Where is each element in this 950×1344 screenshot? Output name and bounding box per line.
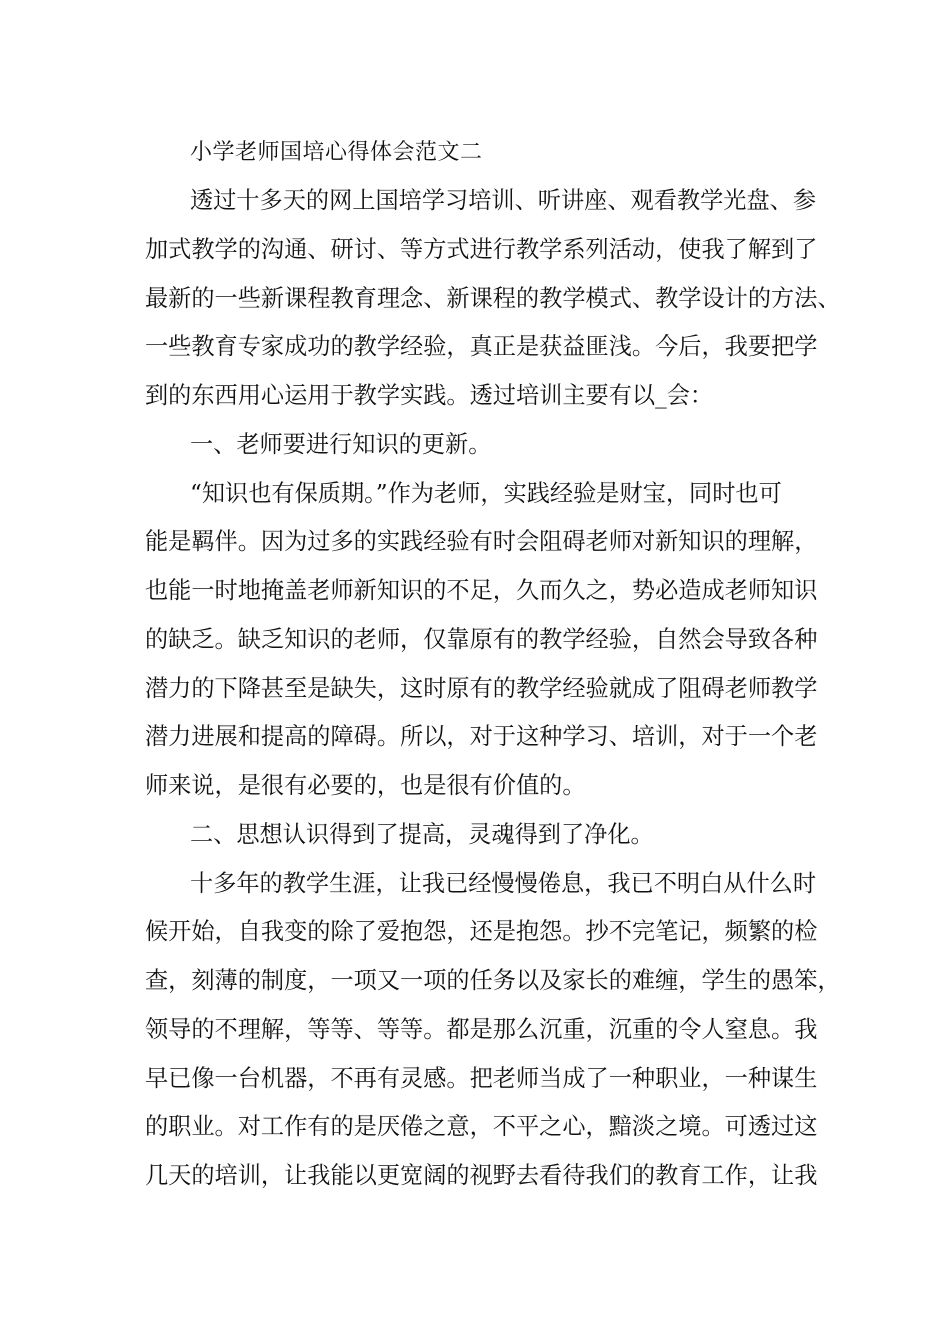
text-line: 一些教育专家成功的教学经验，真正是获益匪浅。今后，我要把学	[145, 333, 818, 361]
text-line: 几天的培训，让我能以更宽阔的视野去看待我们的教育工作，让我	[145, 1162, 818, 1189]
text-line: 的缺乏。缺乏知识的老师，仅靠原有的教学经验，自然会导致各种	[145, 625, 818, 653]
text-line: 一、老师要进行知识的更新。	[190, 430, 492, 458]
text-line: 透过十多天的网上国培学习培训、听讲座、观看教学光盘、参	[190, 187, 817, 214]
text-line: 十多年的教学生涯，让我已经慢慢倦息，我已不明白从什么时	[190, 869, 817, 897]
text-line: 潜力的下降甚至是缺失，这时原有的教学经验就成了阻碍老师教学	[145, 674, 818, 702]
text-line: 到的东西用心运用于教学实践。透过培训主要有以_会：	[145, 382, 714, 409]
text-line: 查，刻薄的制度，一项又一项的任务以及家长的难缠，学生的愚笨，	[145, 967, 841, 994]
text-line: 候开始，自我变的除了爱抱怨，还是抱怨。抄不完笔记，频繁的检	[145, 918, 818, 946]
document-body	[145, 183, 841, 1207]
text-line: “知识也有保质期。”作为老师，实践经验是财宝，同时也可	[190, 479, 782, 507]
text-line: 二、思想认识得到了提高，灵魂得到了净化。	[190, 820, 654, 848]
text-line: 师来说，是很有必要的，也是很有价值的。	[145, 772, 586, 799]
text-line: 最新的一些新课程教育理念、新课程的教学模式、教学设计的方法、	[145, 284, 841, 312]
text-line: 也能一时地掩盖老师新知识的不足，久而久之，势必造成老师知识	[145, 577, 818, 604]
text-line: 的职业。对工作有的是厌倦之意，不平之心，黯淡之境。可透过这	[145, 1113, 818, 1141]
text-line: 潜力进展和提高的障碍。所以，对于这种学习、培训，对于一个老	[145, 723, 818, 751]
text-line: 加式教学的沟通、研讨、等方式进行教学系列活动，使我了解到了	[145, 235, 818, 263]
document-title: 小学老师国培心得体会范文二	[190, 140, 483, 165]
text-line: 早已像一台机器，不再有灵感。把老师当成了一种职业，一种谋生	[145, 1064, 818, 1092]
text-line: 能是羁伴。因为过多的实践经验有时会阻碍老师对新知识的理解，	[145, 528, 818, 556]
text-line: 领导的不理解，等等、等等。都是那么沉重，沉重的令人窒息。我	[145, 1015, 818, 1043]
